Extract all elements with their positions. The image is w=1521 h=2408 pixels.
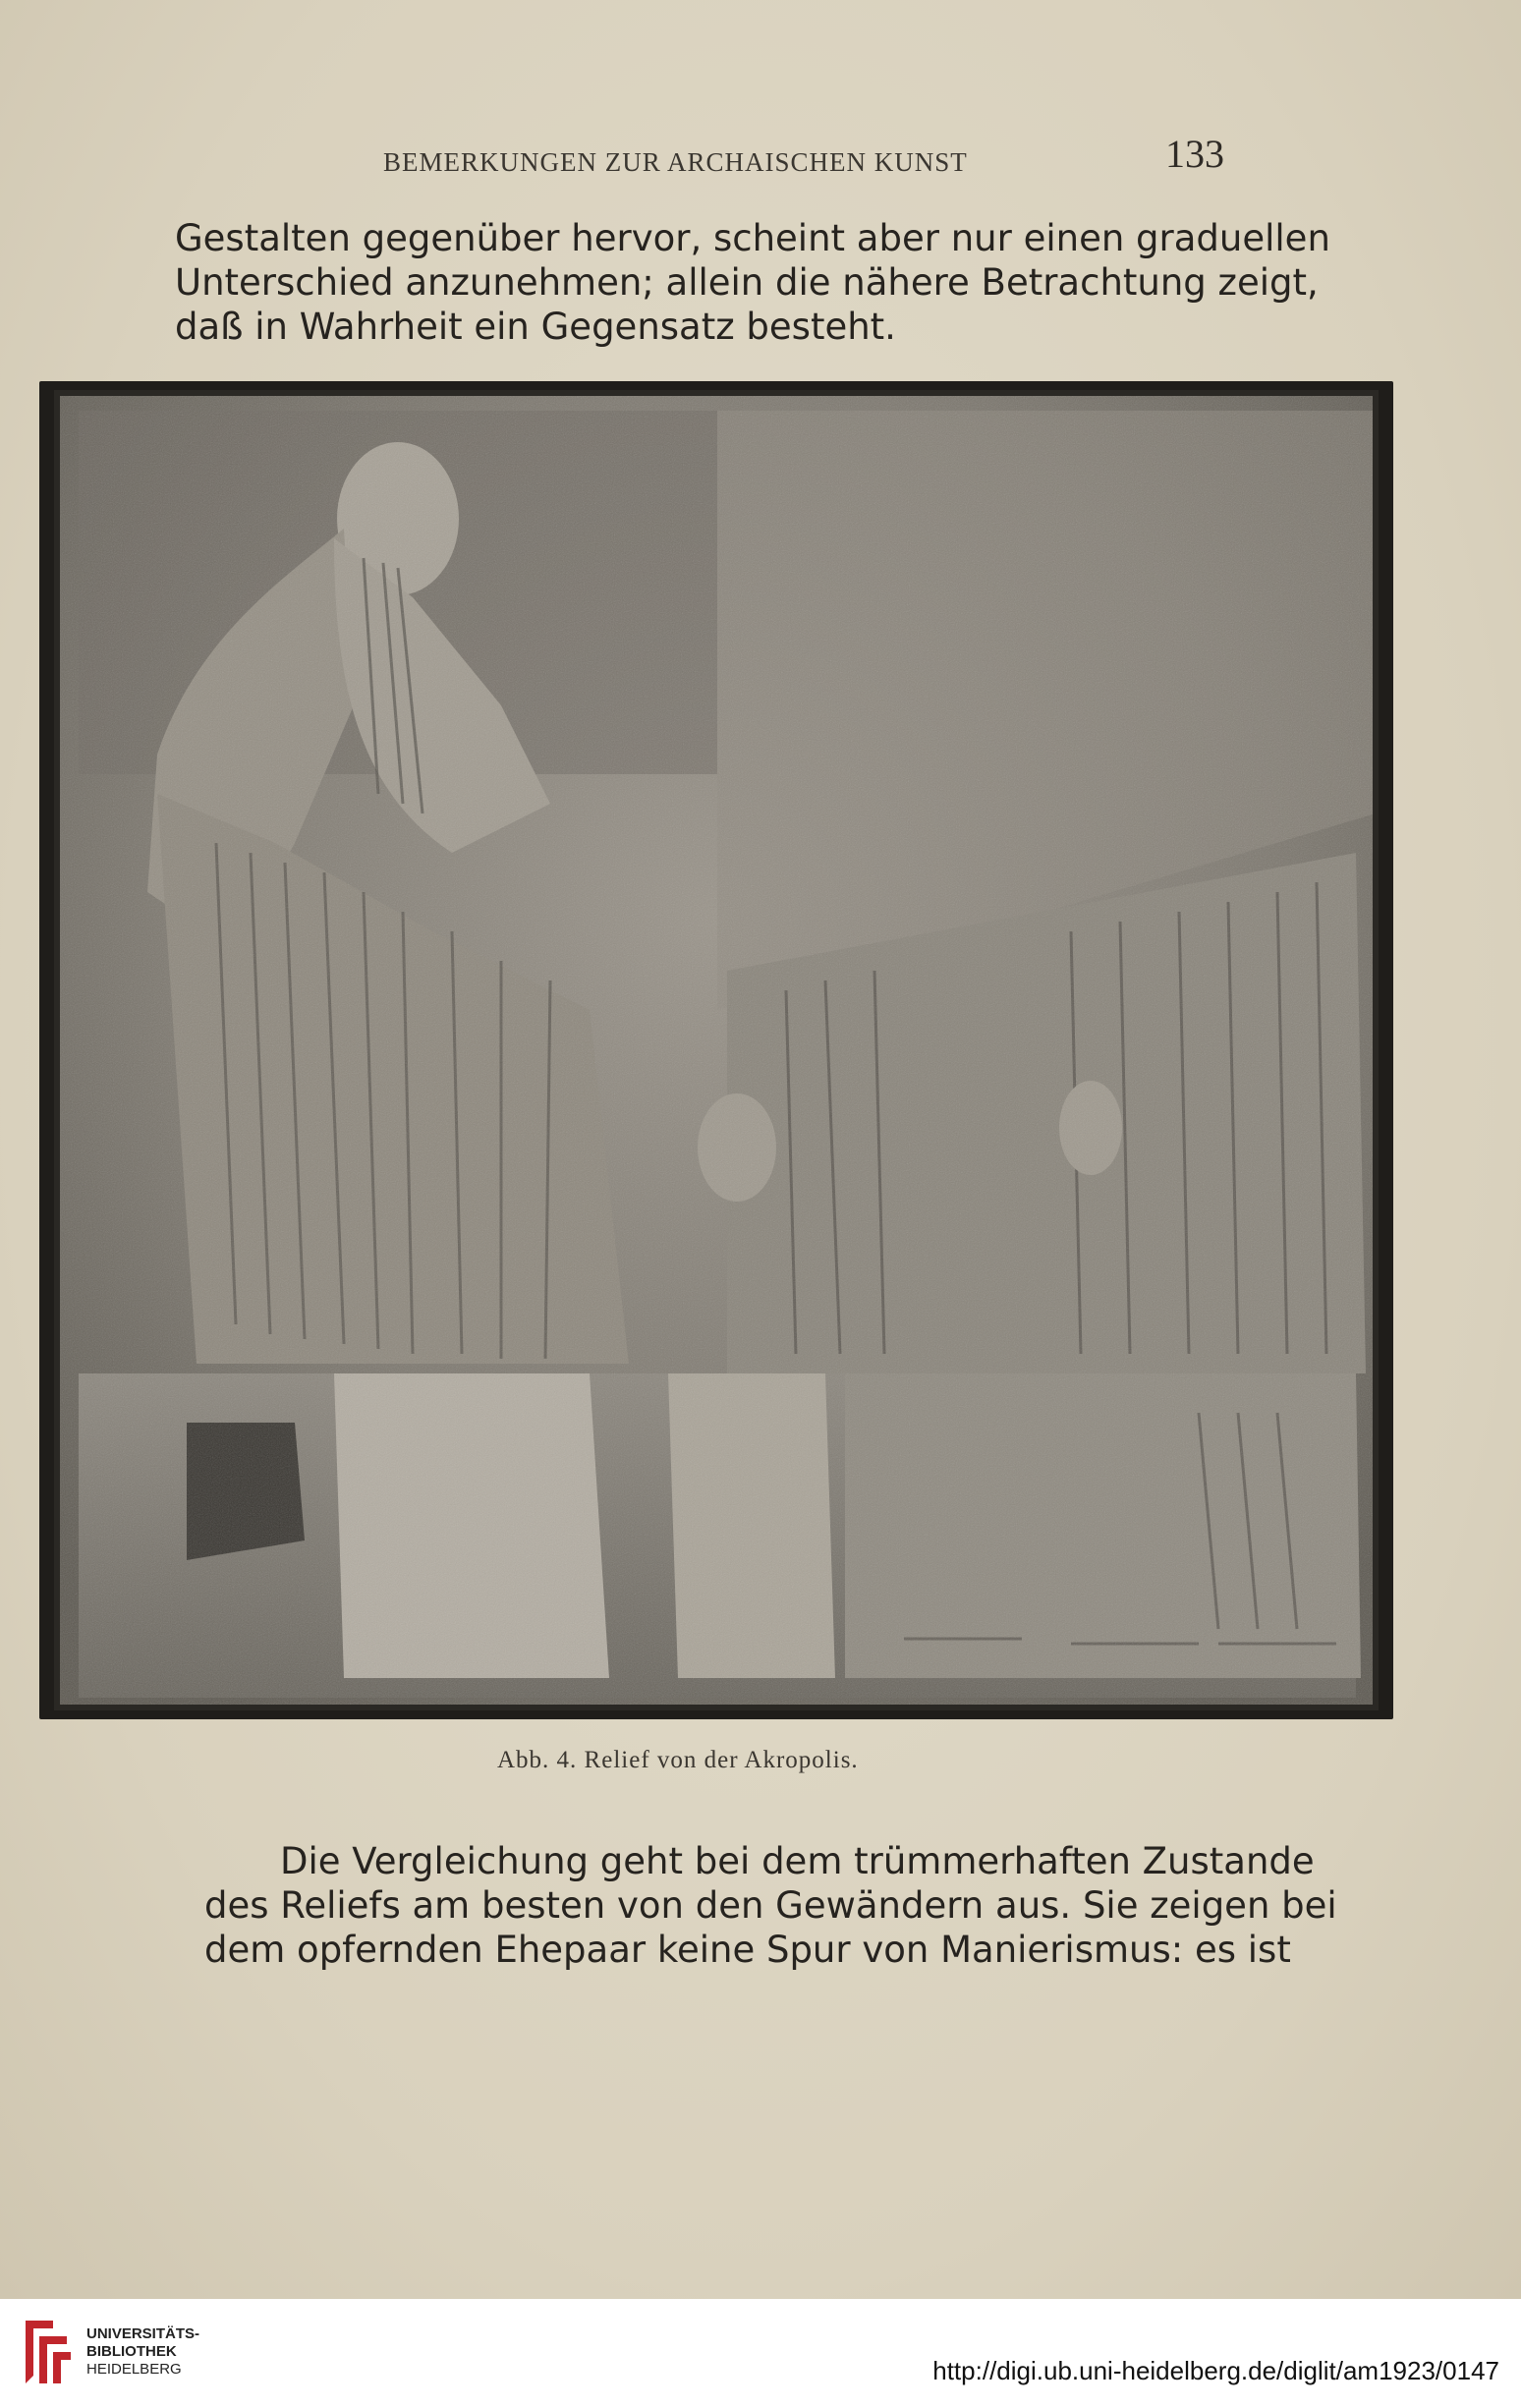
library-name <box>86 2325 199 2379</box>
text-line: Die Vergleichung geht bei dem trümmerhaften Zustande <box>280 1840 1315 1882</box>
text-line: daß in Wahrheit ein Gegensatz besteht. <box>175 306 896 348</box>
library-name-line: HEIDELBERG <box>86 2361 182 2378</box>
relief-photograph <box>39 381 1393 1719</box>
text-line: Gestalten gegenüber hervor, scheint aber nur einen graduellen <box>175 217 1330 259</box>
text-line: dem opfernden Ehepaar keine Spur von Manierismus: es ist <box>204 1929 1291 1971</box>
text-line: des Reliefs am besten von den Gewändern aus. Sie zeigen bei <box>204 1884 1337 1927</box>
page-number: 133 <box>1165 132 1224 176</box>
library-name-line: UNIVERSITÄTS- <box>86 2325 200 2342</box>
permalink-url[interactable]: http://digi.ub.uni-heidelberg.de/diglit/am1923/0147 <box>932 2356 1499 2385</box>
paragraph-bottom <box>206 1839 1337 1972</box>
paragraph-top <box>175 216 1330 349</box>
text-line: Unterschied anzunehmen; allein die nähere Betrachtung zeigt, <box>175 261 1319 304</box>
relief-image <box>39 381 1393 1719</box>
running-head: BEMERKUNGEN ZUR ARCHAISCHEN KUNST <box>383 147 968 177</box>
library-logo-icon[interactable] <box>18 2315 77 2389</box>
library-name-line: BIBLIOTHEK <box>86 2343 177 2360</box>
footer-bar <box>0 2299 1521 2408</box>
figure-caption: Abb. 4. Relief von der Akropolis. <box>497 1747 859 1773</box>
